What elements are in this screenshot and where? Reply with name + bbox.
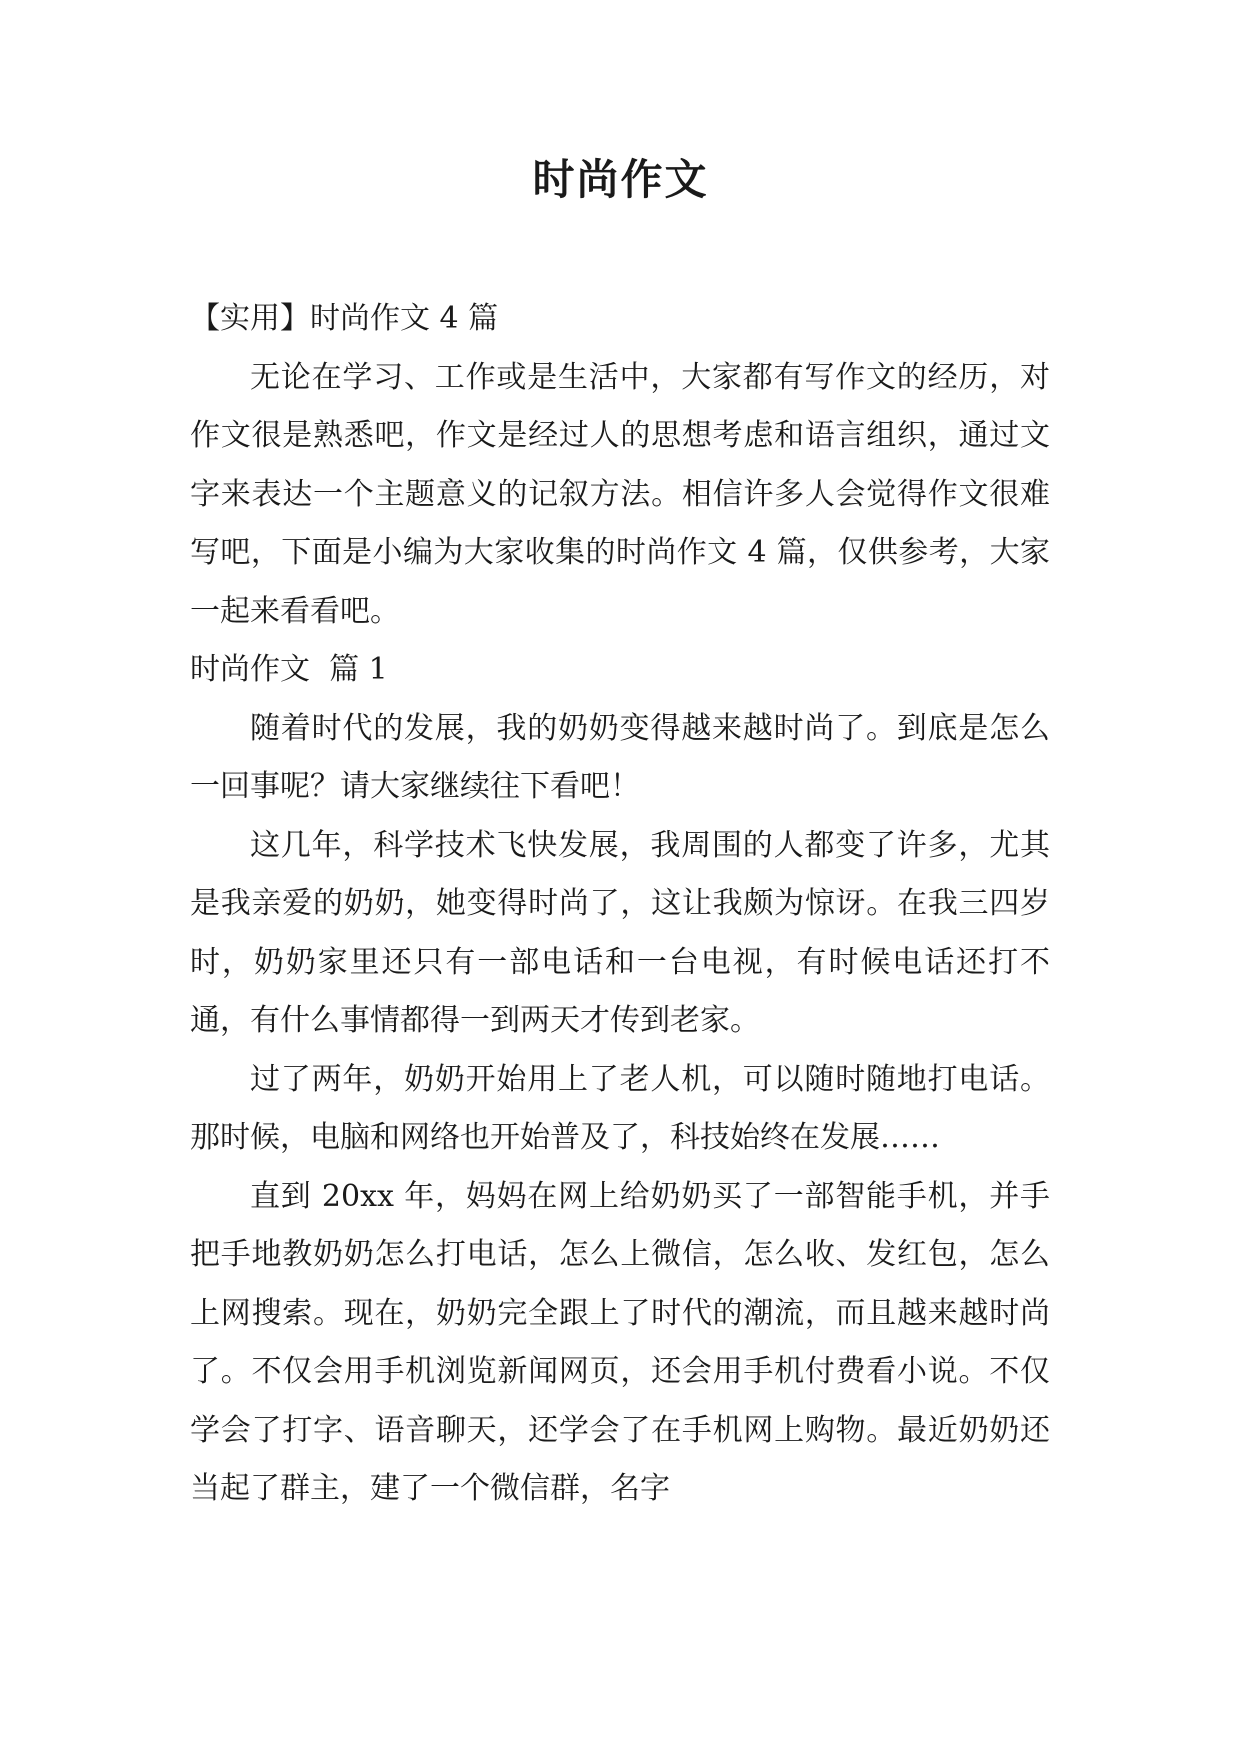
- document-body: [190, 290, 1050, 1519]
- section-paragraph: 直到 20xx 年，妈妈在网上给奶奶买了一部智能手机，并手把手地教奶奶怎么打电话，怎么上微信，怎么收、发红包，怎么上网搜索。现在，奶奶完全跟上了时代的潮流，而且越来越时尚了。不仅会用手机浏览新闻网页，还会用手机付费看小说。不仅学会了打字、语音聊天，还学会了在手机网上购物。最近奶奶还当起了群主，建了一个微信群，名字: [190, 1178, 1050, 1506]
- page-title: 时尚作文: [532, 155, 709, 204]
- section-heading: 时尚作文 篇 1: [190, 652, 388, 687]
- intro-paragraph: 无论在学习、工作或是生活中，大家都有写作文的经历，对作文很是熟悉吧，作文是经过人的思想考虑和语言组织，通过文字来表达一个主题意义的记叙方法。相信许多人会觉得作文很难写吧，下面是小编为大家收集的时尚作文 4 篇，仅供参考，大家一起来看看吧。: [190, 359, 1050, 629]
- document-subtitle: 【实用】时尚作文 4 篇: [190, 301, 499, 336]
- section-paragraph: 这几年，科学技术飞快发展，我周围的人都变了许多，尤其是我亲爱的奶奶，她变得时尚了，这让我颇为惊讶。在我三四岁时，奶奶家里还只有一部电话和一台电视，有时候电话还打不通，有什么事情都得一到两天才传到老家。: [190, 827, 1050, 1038]
- section-paragraph: 过了两年，奶奶开始用上了老人机，可以随时随地打电话。那时候，电脑和网络也开始普及了，科技始终在发展……: [190, 1061, 1050, 1155]
- section-paragraph: 随着时代的发展，我的奶奶变得越来越时尚了。到底是怎么一回事呢？请大家继续往下看吧！: [190, 710, 1050, 804]
